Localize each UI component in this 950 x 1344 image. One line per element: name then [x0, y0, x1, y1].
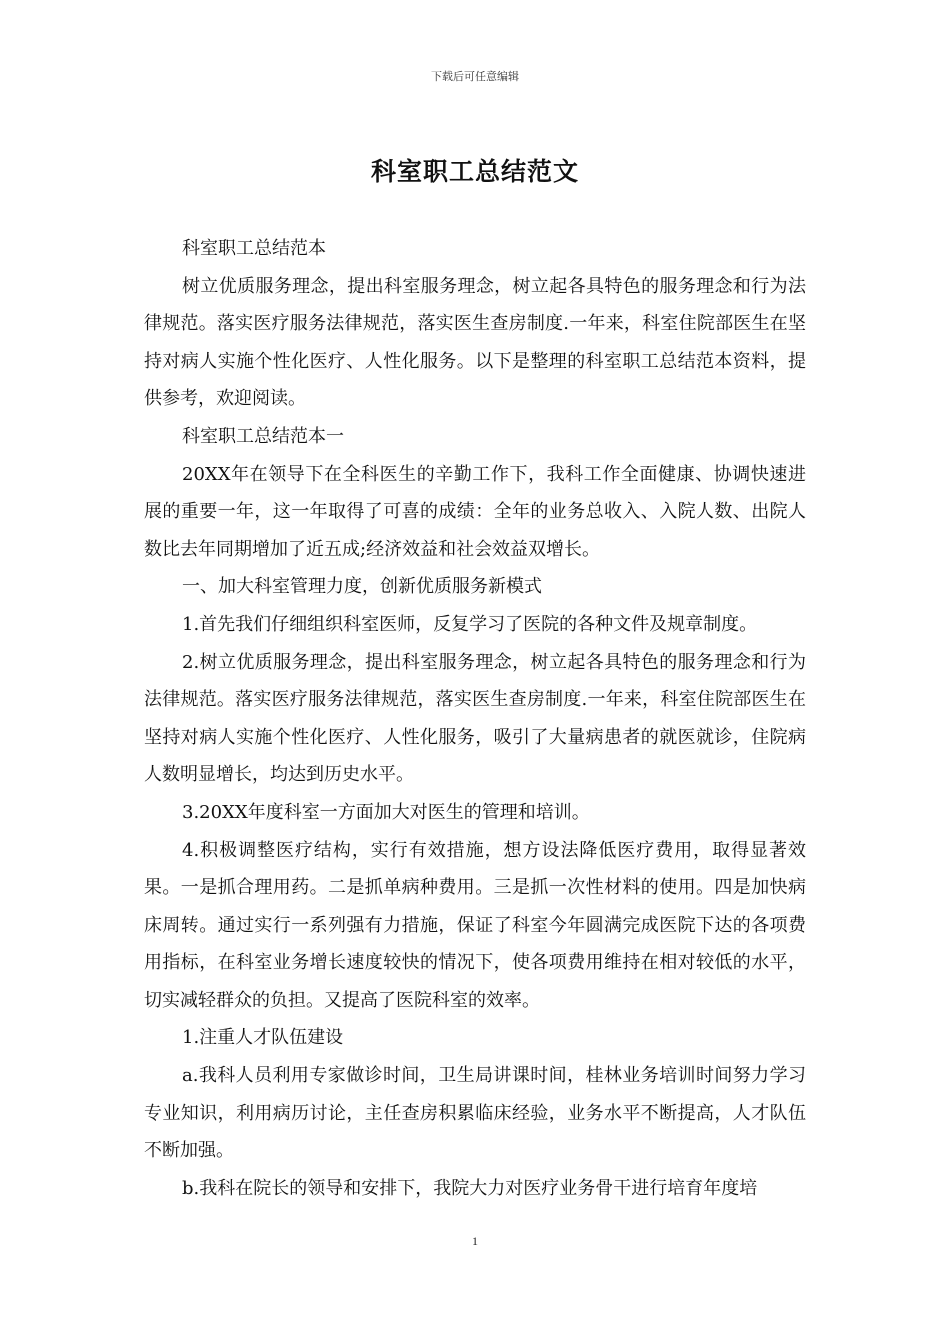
paragraph: 科室职工总结范本 [182, 238, 326, 259]
paragraph: 1.首先我们仔细组织科室医师，反复学习了医院的各种文件及规章制度。 [182, 613, 758, 635]
paragraph: b.我科在院长的领导和安排下，我院大力对医疗业务骨干进行培育年度培 [182, 1177, 758, 1199]
paragraph: 4.积极调整医疗结构，实行有效措施，想方设法降低医疗费用，取得显著效果。一是抓合理用药。二是抓单病种费用。三是抓一次性材料的使用。四是加快病床周转。通过实行一系列强有力措施，保证了科室今年圆满完成医院下达的各项费用指标，在科室业务增长速度较快的情况下，使各项费用维持在相对较低的水平，切实减轻群众的负担。又提高了医院科室的效率。 [144, 839, 806, 1011]
paragraph: 树立优质服务理念，提出科室服务理念，树立起各具特色的服务理念和行为法律规范。落实医疗服务法律规范，落实医生查房制度.一年来，科室住院部医生在坚持对病人实施个性化医疗、人性化服务。以下是整理的科室职工总结范本资料，提供参考，欢迎阅读。 [144, 275, 806, 410]
subsection-heading: 1.注重人才队伍建设 [182, 1027, 344, 1049]
paragraph: 20XX年在领导下在全科医生的辛勤工作下，我科工作全面健康、协调快速进展的重要一年，这一年取得了可喜的成绩：全年的业务总收入、入院人数、出院人数比去年同期增加了近五成;经济效益和社会效益双增长。 [144, 463, 806, 560]
document-body [144, 230, 806, 1207]
paragraph: 2.树立优质服务理念，提出科室服务理念，树立起各具特色的服务理念和行为法律规范。落实医疗服务法律规范，落实医生查房制度.一年来，科室住院部医生在坚持对病人实施个性化医疗、人性化服务，吸引了大量病患者的就医就诊，住院病人数明显增长，均达到历史水平。 [144, 651, 806, 786]
page-header-note: 下载后可任意编辑 [431, 70, 519, 83]
paragraph: a.我科人员利用专家做诊时间，卫生局讲课时间，桂林业务培训时间努力学习专业知识，利用病历讨论，主任查房积累临床经验，业务水平不断提高，人才队伍不断加强。 [144, 1065, 806, 1162]
paragraph: 科室职工总结范本一 [182, 425, 344, 447]
section-heading: 一、加大科室管理力度，创新优质服务新模式 [182, 576, 542, 598]
paragraph: 3.20XX年度科室一方面加大对医生的管理和培训。 [182, 801, 590, 823]
document-title: 科室职工总结范文 [370, 157, 579, 186]
page-number: 1 [472, 1234, 478, 1248]
